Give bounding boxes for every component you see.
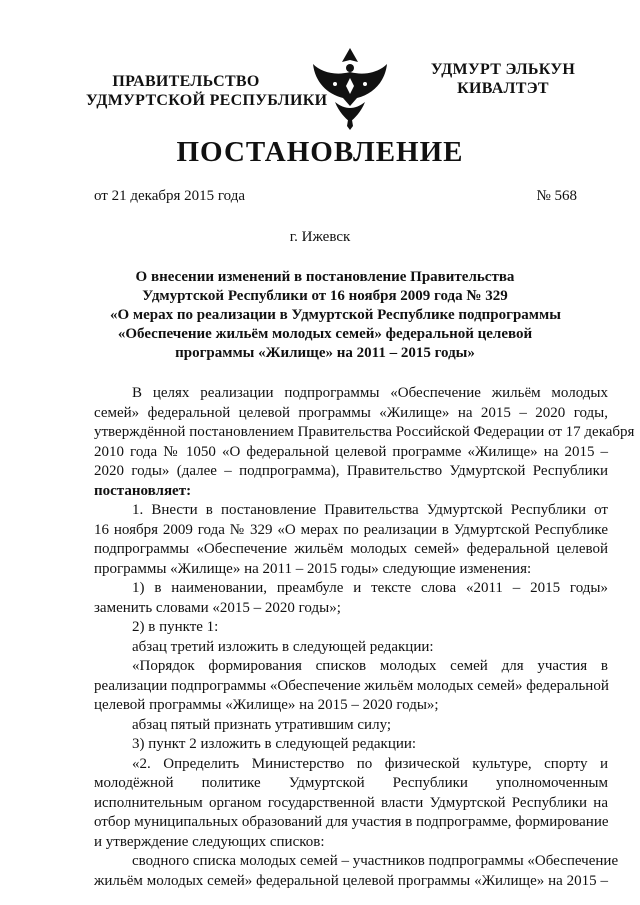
body-line: абзац третий изложить в следующей редакции: xyxy=(132,638,434,655)
body-line: программы «Жилище» на 2011 – 2015 годы» следующие изменения: xyxy=(94,560,532,577)
body-line: 2020 годы» (далее – подпрограмма), Правительство Удмуртской Республики xyxy=(94,463,608,479)
header-left-line: УДМУРТСКОЙ РЕСПУБЛИКИ xyxy=(86,92,328,109)
document-city: г. Ижевск xyxy=(289,229,351,245)
body-line: 1) в наименовании, преамбуле и тексте слова «2011 – 2015 годы» xyxy=(132,580,608,596)
body-line: сводного списка молодых семей – участников подпрограммы «Обеспечение xyxy=(132,853,619,869)
body-line: «Порядок формирования списков молодых семей для участия в xyxy=(132,658,608,674)
header-right-line: КИВАЛТЭТ xyxy=(457,80,549,97)
udmurtia-coat-of-arms-icon xyxy=(305,42,395,132)
document-title: ПОСТАНОВЛЕНИЕ xyxy=(176,136,464,168)
body-line: целевой программы «Жилище» на 2015 – 2020 годы»; xyxy=(94,697,439,713)
header-right xyxy=(420,60,586,98)
subject-line: программы «Жилище» на 2011 – 2015 годы» xyxy=(175,345,475,361)
body-line: 3) пункт 2 изложить в следующей редакции: xyxy=(132,736,417,752)
subject-line: Удмуртской Республики от 16 ноября 2009 года № 329 xyxy=(142,288,508,304)
body-line: 1. Внести в постановление Правительства Удмуртской Республики от xyxy=(132,502,608,518)
body-line: 2) в пункте 1: xyxy=(132,619,219,635)
document-body xyxy=(94,384,635,891)
body-line: 2010 года № 1050 «О федеральной целевой программе «Жилище» на 2015 – xyxy=(94,443,608,460)
body-line: жильём молодых семей» федеральной целевой программы «Жилище» на 2015 – xyxy=(94,872,608,889)
header-right-line: УДМУРТ ЭЛЬКУН xyxy=(430,61,576,78)
document-subject xyxy=(110,268,561,363)
subject-line: «Обеспечение жильём молодых семей» федеральной целевой xyxy=(117,326,533,342)
subject-line: О внесении изменений в постановление Правительства xyxy=(135,269,515,285)
body-line: 16 ноября 2009 года № 329 «О мерах по реализации в Удмуртской Республике xyxy=(94,521,608,538)
body-line: реализации подпрограммы «Обеспечение жильём молодых семей» федеральной xyxy=(94,677,609,694)
document-date: от 21 декабря 2015 года xyxy=(94,188,246,204)
subject-line: «О мерах по реализации в Удмуртской Республике подпрограммы xyxy=(110,307,561,323)
body-line: утверждённой постановлением Правительства Российской Федерации от 17 декабря xyxy=(94,424,635,440)
body-line: исполнительным органом государственной власти Удмуртской Республики на xyxy=(94,794,608,811)
body-line: постановляет: xyxy=(94,482,192,499)
header-left-line: ПРАВИТЕЛЬСТВО xyxy=(112,73,260,90)
body-line: заменить словами «2015 – 2020 годы»; xyxy=(94,599,341,616)
body-line: «2. Определить Министерство по физической культуре, спорту и xyxy=(132,755,608,772)
body-line: и утверждение следующих списков: xyxy=(94,833,325,850)
body-line: отбор муниципальных образований для участия в подпрограмме, формирование xyxy=(94,814,609,830)
body-line: В целях реализации подпрограммы «Обеспечение жильём молодых xyxy=(132,385,608,401)
body-line: молодёжной политике Удмуртской Республики уполномоченным xyxy=(94,775,608,791)
body-line: подпрограммы «Обеспечение жильём молодых семей» федеральной целевой xyxy=(94,541,608,557)
header-left xyxy=(86,72,328,110)
body-line: семей» федеральной целевой программы «Жилище» на 2015 – 2020 годы, xyxy=(94,404,608,421)
document-number: № 568 xyxy=(536,188,577,204)
body-line: абзац пятый признать утратившим силу; xyxy=(132,716,392,733)
